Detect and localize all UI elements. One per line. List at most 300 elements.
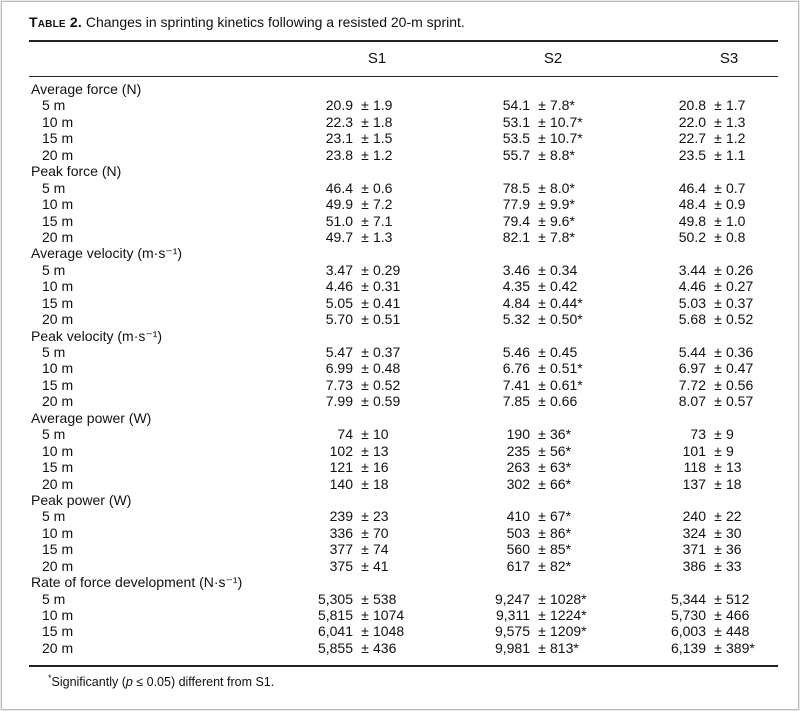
cell-sd: 82* — [550, 557, 572, 574]
cell-mean: 23.5 — [678, 146, 706, 163]
plus-minus-symbol: ± — [538, 376, 546, 393]
row-label: 5 m — [42, 97, 66, 114]
plus-minus-symbol: ± — [714, 459, 722, 476]
cell-sd: 1.3 — [373, 228, 393, 245]
cell-mean: 20.8 — [678, 97, 706, 114]
row-label: 5 m — [42, 508, 66, 525]
row-label: 10 m — [42, 607, 74, 623]
row-label: 20 m — [42, 311, 74, 328]
plus-minus-symbol: ± — [714, 278, 722, 295]
plus-minus-symbol: ± — [714, 311, 722, 328]
plus-minus-symbol: ± — [538, 475, 546, 492]
row-label: 15 m — [42, 130, 74, 147]
cell-mean: 51.0 — [325, 212, 353, 229]
cell-sd: 0.51* — [550, 360, 583, 377]
cell-mean: 53.5 — [502, 130, 530, 147]
group-row — [2, 81, 800, 97]
plus-minus-symbol: ± — [714, 524, 722, 541]
cell-mean: 5.32 — [502, 311, 530, 328]
table-row — [2, 426, 800, 442]
row-label: 20 m — [42, 393, 74, 410]
cell-mean: 6.97 — [678, 360, 706, 377]
row-label: 5 m — [42, 590, 66, 607]
plus-minus-symbol: ± — [714, 179, 722, 196]
cell-sd: 13 — [726, 459, 742, 476]
cell-mean: 324 — [682, 524, 706, 541]
cell-sd: 1.0 — [726, 212, 746, 229]
row-label: 15 m — [42, 459, 74, 476]
cell-sd: 1048 — [373, 623, 405, 640]
cell-sd: 7.2 — [373, 196, 393, 213]
cell-mean: 4.46 — [325, 278, 353, 295]
table-row — [2, 295, 800, 311]
row-label: 20 m — [42, 146, 74, 163]
plus-minus-symbol: ± — [538, 179, 546, 196]
cell-sd: 0.27 — [726, 278, 754, 295]
row-label: 20 m — [42, 557, 74, 574]
plus-minus-symbol: ± — [361, 639, 369, 656]
plus-minus-symbol: ± — [714, 607, 722, 623]
plus-minus-symbol: ± — [361, 623, 369, 640]
cell-sd: 0.37 — [373, 344, 401, 360]
cell-sd: 1.5 — [373, 130, 393, 147]
cell-sd: 0.6 — [373, 179, 393, 196]
plus-minus-symbol: ± — [361, 376, 369, 393]
plus-minus-symbol: ± — [714, 541, 722, 558]
cell-mean: 50.2 — [678, 228, 706, 245]
cell-mean: 503 — [506, 524, 530, 541]
plus-minus-symbol: ± — [714, 294, 722, 311]
cell-mean: 336 — [329, 524, 353, 541]
row-label: 15 m — [42, 623, 74, 640]
plus-minus-symbol: ± — [361, 179, 369, 196]
cell-sd: 74 — [373, 541, 389, 558]
plus-minus-symbol: ± — [538, 294, 546, 311]
plus-minus-symbol: ± — [361, 459, 369, 476]
cell-mean: 49.7 — [325, 228, 353, 245]
plus-minus-symbol: ± — [361, 113, 369, 130]
plus-minus-symbol: ± — [538, 442, 546, 459]
table-row — [2, 508, 800, 524]
cell-sd: 85* — [550, 541, 572, 558]
row-label: 20 m — [42, 639, 74, 656]
row-label: 10 m — [42, 360, 74, 377]
cell-sd: 1.3 — [726, 113, 746, 130]
cell-mean: 3.47 — [325, 261, 353, 278]
cell-sd: 389* — [726, 639, 755, 656]
table-row — [2, 130, 800, 146]
cell-mean: 263 — [506, 459, 530, 476]
row-label: 5 m — [42, 179, 66, 196]
cell-mean: 5.46 — [502, 344, 530, 360]
cell-mean: 7.73 — [325, 376, 353, 393]
cell-mean: 23.8 — [325, 146, 353, 163]
header-rule — [29, 76, 778, 77]
cell-mean: 377 — [329, 541, 353, 558]
table-row — [2, 558, 800, 574]
cell-mean: 8.07 — [678, 393, 706, 410]
cell-mean: 5.03 — [678, 294, 706, 311]
cell-sd: 18 — [373, 475, 389, 492]
plus-minus-symbol: ± — [538, 360, 546, 377]
group-row — [2, 245, 800, 261]
plus-minus-symbol: ± — [538, 97, 546, 114]
plus-minus-symbol: ± — [714, 639, 722, 656]
plus-minus-symbol: ± — [714, 426, 722, 443]
cell-mean: 5.47 — [325, 344, 353, 360]
plus-minus-symbol: ± — [361, 524, 369, 541]
table-row — [2, 623, 800, 639]
bottom-rule — [29, 665, 778, 667]
cell-sd: 10.7* — [550, 130, 583, 147]
table-row — [2, 213, 800, 229]
cell-sd: 0.57 — [726, 393, 754, 410]
plus-minus-symbol: ± — [538, 459, 546, 476]
cell-mean: 7.72 — [678, 376, 706, 393]
cell-sd: 30 — [726, 524, 742, 541]
cell-sd: 1.1 — [726, 146, 746, 163]
cell-mean: 22.0 — [678, 113, 706, 130]
plus-minus-symbol: ± — [714, 130, 722, 147]
cell-sd: 8.0* — [550, 179, 575, 196]
cell-sd: 1074 — [373, 607, 405, 623]
caption-label: Table 2. — [29, 14, 82, 30]
table-row — [2, 147, 800, 163]
plus-minus-symbol: ± — [538, 393, 546, 410]
cell-mean: 77.9 — [502, 196, 530, 213]
cell-mean: 20.9 — [325, 97, 353, 114]
row-label: 15 m — [42, 212, 74, 229]
row-label: 15 m — [42, 376, 74, 393]
cell-mean: 6,003 — [670, 623, 706, 640]
group-title: Peak power (W) — [31, 491, 132, 508]
cell-sd: 1209* — [550, 623, 587, 640]
cell-sd: 1028* — [550, 590, 587, 607]
cell-sd: 0.44* — [550, 294, 583, 311]
table-row — [2, 640, 800, 656]
plus-minus-symbol: ± — [714, 196, 722, 213]
cell-mean: 49.8 — [678, 212, 706, 229]
cell-mean: 4.46 — [678, 278, 706, 295]
cell-sd: 0.41 — [373, 294, 401, 311]
table-row — [2, 196, 800, 212]
cell-sd: 7.1 — [373, 212, 393, 229]
cell-sd: 9 — [726, 442, 734, 459]
plus-minus-symbol: ± — [538, 212, 546, 229]
plus-minus-symbol: ± — [714, 623, 722, 640]
plus-minus-symbol: ± — [361, 557, 369, 574]
cell-sd: 538 — [373, 590, 397, 607]
group-row — [2, 163, 800, 179]
table-row — [2, 180, 800, 196]
plus-minus-symbol: ± — [538, 228, 546, 245]
cell-sd: 0.26 — [726, 261, 754, 278]
cell-mean: 5,730 — [670, 607, 706, 623]
plus-minus-symbol: ± — [538, 607, 546, 623]
table-caption — [29, 14, 465, 30]
cell-sd: 0.31 — [373, 278, 401, 295]
footnote-p: p — [125, 675, 133, 689]
cell-mean: 6.99 — [325, 360, 353, 377]
table-body — [2, 81, 800, 656]
cell-sd: 0.29 — [373, 261, 401, 278]
cell-mean: 6,139 — [670, 639, 706, 656]
cell-mean: 617 — [506, 557, 530, 574]
cell-sd: 1.9 — [373, 97, 393, 114]
group-title: Average velocity (m·s⁻¹) — [31, 245, 183, 262]
row-label: 10 m — [42, 113, 74, 130]
column-header-s1: S1 — [367, 50, 387, 67]
cell-mean: 22.7 — [678, 130, 706, 147]
cell-mean: 3.46 — [502, 261, 530, 278]
cell-sd: 0.8 — [726, 228, 746, 245]
cell-sd: 0.56 — [726, 376, 754, 393]
cell-sd: 0.52 — [726, 311, 754, 328]
cell-mean: 6.76 — [502, 360, 530, 377]
cell-mean: 4.35 — [502, 278, 530, 295]
plus-minus-symbol: ± — [361, 212, 369, 229]
row-label: 20 m — [42, 475, 74, 492]
cell-mean: 7.85 — [502, 393, 530, 410]
cell-sd: 1224* — [550, 607, 587, 623]
cell-sd: 0.34 — [550, 261, 578, 278]
cell-mean: 9,311 — [496, 607, 530, 623]
row-label: 15 m — [42, 541, 74, 558]
cell-sd: 13 — [373, 442, 389, 459]
cell-mean: 9,247 — [494, 590, 530, 607]
plus-minus-symbol: ± — [538, 344, 546, 360]
plus-minus-symbol: ± — [714, 228, 722, 245]
table-row — [2, 229, 800, 245]
cell-sd: 41 — [373, 557, 389, 574]
cell-mean: 46.4 — [325, 179, 353, 196]
cell-mean: 240 — [682, 508, 706, 525]
cell-mean: 48.4 — [678, 196, 706, 213]
cell-sd: 1.8 — [373, 113, 393, 130]
plus-minus-symbol: ± — [361, 607, 369, 623]
cell-mean: 55.7 — [502, 146, 530, 163]
table-row — [2, 459, 800, 475]
table-row — [2, 262, 800, 278]
row-label: 5 m — [42, 426, 66, 443]
cell-sd: 0.59 — [373, 393, 401, 410]
cell-sd: 86* — [550, 524, 572, 541]
cell-mean: 82.1 — [502, 228, 530, 245]
cell-mean: 239 — [329, 508, 353, 525]
plus-minus-symbol: ± — [361, 261, 369, 278]
plus-minus-symbol: ± — [538, 311, 546, 328]
cell-sd: 1.7 — [726, 97, 746, 114]
group-row — [2, 492, 800, 508]
cell-sd: 9 — [726, 426, 734, 443]
cell-mean: 5.44 — [678, 344, 706, 360]
cell-sd: 0.42 — [550, 278, 578, 295]
cell-sd: 0.47 — [726, 360, 754, 377]
group-row — [2, 328, 800, 344]
caption-text: Changes in sprinting kinetics following a resisted 20-m sprint. — [85, 14, 465, 30]
cell-sd: 466 — [726, 607, 750, 623]
cell-sd: 0.66 — [550, 393, 578, 410]
column-header-s3: S3 — [719, 50, 739, 67]
cell-mean: 410 — [506, 508, 530, 525]
table-row — [2, 344, 800, 360]
table-row — [2, 541, 800, 557]
plus-minus-symbol: ± — [361, 426, 369, 443]
table-row — [2, 97, 800, 113]
row-label: 10 m — [42, 278, 74, 295]
group-title: Average force (N) — [31, 81, 142, 97]
group-row — [2, 410, 800, 426]
cell-sd: 0.52 — [373, 376, 401, 393]
plus-minus-symbol: ± — [714, 97, 722, 114]
table-row — [2, 393, 800, 409]
cell-mean: 79.4 — [502, 212, 530, 229]
table-row — [2, 311, 800, 327]
cell-sd: 67* — [550, 508, 572, 525]
cell-mean: 7.99 — [325, 393, 353, 410]
plus-minus-symbol: ± — [714, 393, 722, 410]
plus-minus-symbol: ± — [714, 442, 722, 459]
plus-minus-symbol: ± — [538, 113, 546, 130]
table-row — [2, 360, 800, 376]
cell-mean: 49.9 — [325, 196, 353, 213]
cell-mean: 5,815 — [317, 607, 353, 623]
cell-sd: 436 — [373, 639, 397, 656]
group-title: Rate of force development (N·s⁻¹) — [31, 574, 243, 591]
plus-minus-symbol: ± — [361, 311, 369, 328]
footnote-post: ≤ 0.05) different from S1. — [132, 675, 275, 689]
cell-sd: 0.36 — [726, 344, 754, 360]
top-rule — [29, 40, 778, 42]
cell-sd: 56* — [550, 442, 572, 459]
plus-minus-symbol: ± — [361, 146, 369, 163]
row-label: 10 m — [42, 524, 74, 541]
cell-mean: 560 — [506, 541, 530, 558]
plus-minus-symbol: ± — [714, 261, 722, 278]
plus-minus-symbol: ± — [361, 130, 369, 147]
plus-minus-symbol: ± — [538, 261, 546, 278]
cell-sd: 22 — [726, 508, 742, 525]
row-label: 10 m — [42, 442, 74, 459]
plus-minus-symbol: ± — [361, 541, 369, 558]
cell-sd: 18 — [726, 475, 742, 492]
plus-minus-symbol: ± — [361, 196, 369, 213]
plus-minus-symbol: ± — [714, 344, 722, 360]
plus-minus-symbol: ± — [361, 97, 369, 114]
plus-minus-symbol: ± — [714, 590, 722, 607]
plus-minus-symbol: ± — [361, 508, 369, 525]
cell-sd: 1.2 — [726, 130, 746, 147]
footnote-pre: Significantly ( — [51, 675, 126, 689]
cell-mean: 78.5 — [502, 179, 530, 196]
cell-mean: 137 — [682, 475, 706, 492]
table-row — [2, 114, 800, 130]
row-label: 5 m — [42, 261, 66, 278]
cell-sd: 7.8* — [550, 228, 575, 245]
plus-minus-symbol: ± — [714, 146, 722, 163]
column-header-s2: S2 — [543, 50, 563, 67]
plus-minus-symbol: ± — [538, 146, 546, 163]
cell-mean: 5,344 — [670, 590, 706, 607]
cell-sd: 36* — [550, 426, 572, 443]
plus-minus-symbol: ± — [538, 278, 546, 295]
cell-mean: 371 — [682, 541, 706, 558]
cell-mean: 6,041 — [317, 623, 353, 640]
cell-mean: 73 — [690, 426, 706, 443]
cell-mean: 9,981 — [494, 639, 530, 656]
table-row — [2, 525, 800, 541]
cell-mean: 54.1 — [502, 97, 530, 114]
cell-mean: 118 — [683, 459, 706, 476]
cell-sd: 813* — [550, 639, 579, 656]
footnote-marker: * — [48, 672, 52, 683]
cell-mean: 102 — [329, 442, 353, 459]
cell-sd: 1.2 — [373, 146, 393, 163]
cell-sd: 23 — [373, 508, 389, 525]
plus-minus-symbol: ± — [714, 557, 722, 574]
cell-mean: 3.44 — [678, 261, 706, 278]
cell-mean: 23.1 — [325, 130, 353, 147]
table-row — [2, 443, 800, 459]
group-title: Peak velocity (m·s⁻¹) — [31, 327, 163, 344]
group-row — [2, 574, 800, 590]
cell-mean: 386 — [682, 557, 706, 574]
cell-mean: 5,855 — [317, 639, 353, 656]
cell-sd: 0.45 — [550, 344, 578, 360]
plus-minus-symbol: ± — [714, 113, 722, 130]
cell-mean: 5,305 — [317, 590, 353, 607]
plus-minus-symbol: ± — [361, 294, 369, 311]
plus-minus-symbol: ± — [538, 541, 546, 558]
plus-minus-symbol: ± — [361, 344, 369, 360]
cell-mean: 7.41 — [502, 376, 530, 393]
cell-mean: 302 — [506, 475, 530, 492]
plus-minus-symbol: ± — [361, 278, 369, 295]
table-row — [2, 278, 800, 294]
table-row — [2, 476, 800, 492]
plus-minus-symbol: ± — [538, 196, 546, 213]
cell-sd: 0.37 — [726, 294, 754, 311]
cell-sd: 70 — [373, 524, 389, 541]
plus-minus-symbol: ± — [538, 623, 546, 640]
plus-minus-symbol: ± — [361, 590, 369, 607]
plus-minus-symbol: ± — [361, 228, 369, 245]
cell-sd: 9.9* — [550, 196, 575, 213]
plus-minus-symbol: ± — [714, 360, 722, 377]
cell-mean: 375 — [329, 557, 353, 574]
plus-minus-symbol: ± — [714, 212, 722, 229]
cell-mean: 190 — [506, 426, 530, 443]
plus-minus-symbol: ± — [538, 426, 546, 443]
cell-sd: 0.50* — [550, 311, 583, 328]
cell-mean: 74 — [337, 426, 353, 443]
plus-minus-symbol: ± — [538, 557, 546, 574]
table-row — [2, 591, 800, 607]
cell-sd: 66* — [550, 475, 572, 492]
plus-minus-symbol: ± — [538, 524, 546, 541]
cell-sd: 512 — [726, 590, 750, 607]
plus-minus-symbol: ± — [538, 508, 546, 525]
plus-minus-symbol: ± — [714, 508, 722, 525]
cell-sd: 16 — [373, 459, 389, 476]
cell-mean: 5.70 — [325, 311, 353, 328]
footnote — [48, 672, 275, 689]
plus-minus-symbol: ± — [538, 639, 546, 656]
cell-sd: 10.7* — [550, 113, 583, 130]
cell-sd: 7.8* — [550, 97, 575, 114]
plus-minus-symbol: ± — [361, 475, 369, 492]
row-label: 10 m — [42, 196, 74, 213]
